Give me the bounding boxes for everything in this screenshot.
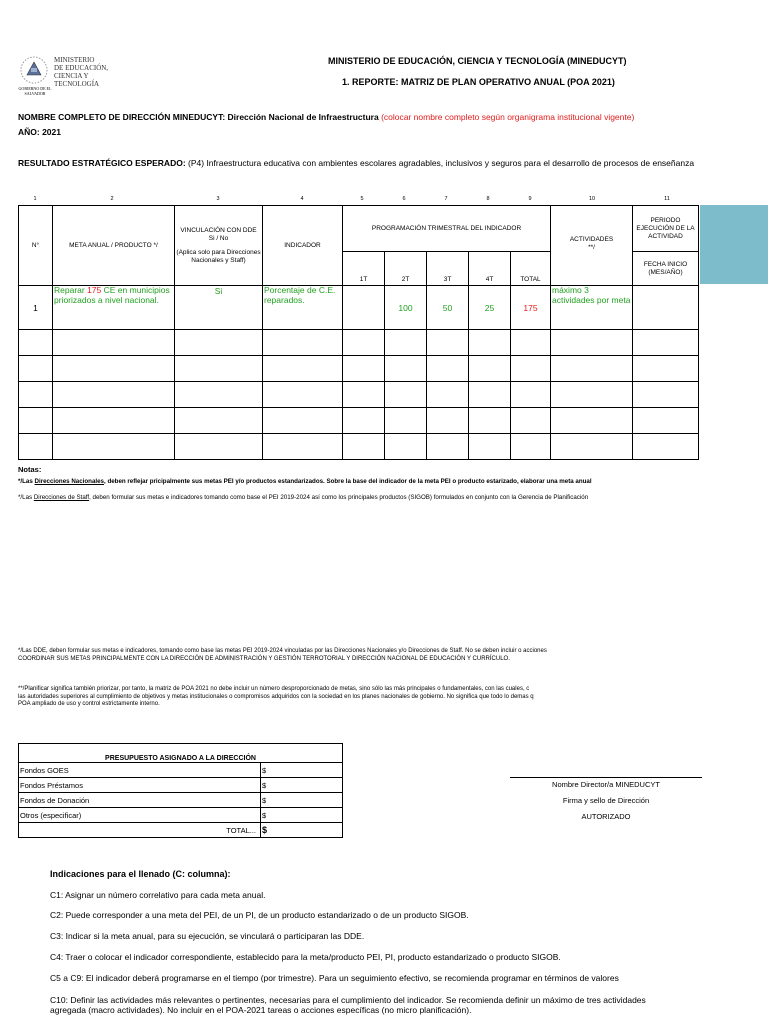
table-cell[interactable] [427,408,469,434]
government-text: GOBIERNO DE EL SALVADOR [18,86,52,96]
header-num: N° [19,206,53,286]
table-cell[interactable] [511,356,551,382]
table-row [19,434,699,460]
header-indicador: INDICADOR [263,206,343,286]
note-text: */Las [18,494,34,501]
table-cell[interactable] [469,382,511,408]
note-direcciones-nacionales [18,478,592,485]
table-row [19,382,699,408]
note-dde: */Las DDE, deben formular sus metas e indicadores, tomando como base las metas PEI 2019-2024 vinculadas por las Direcciones Nacionales y/o Direcciones de Staff. No se deben incluir o acciones COORDINAR SUS METAS PRINCIPALMENTE CON LA DIRECCIÓN DE ADMINISTRACIÓN Y GESTIÓN TERROTORIAL Y DIRECCIÓN NACIONAL DE EDUCACIÓN Y CURRÍCULO. [18,648,547,662]
column-number: 1 [33,196,37,202]
budget-row [19,808,343,823]
report-title: MINISTERIO DE EDUCACIÓN, CIENCIA Y TECNOLOGÍA (MINEDUCYT) [328,56,627,66]
table-cell[interactable] [343,382,385,408]
column-number: 6 [402,196,406,202]
note-underlined: Direcciones de Staff [33,494,90,501]
table-cell[interactable] [263,434,343,460]
header-vinc-note: (Aplica solo para Direcciones Nacionales y Staff) [176,249,261,264]
table-cell[interactable] [19,356,53,382]
meta-text: Reparar [54,285,88,295]
column-number: 4 [300,196,304,202]
column-number: 5 [360,196,364,202]
budget-total-row [19,823,343,838]
column-number: 2 [110,196,114,202]
notes-title: Notas: [18,465,42,474]
table-row [19,408,699,434]
ministry-name: MINISTERIO DE EDUCACIÓN, CIENCIA Y TECNOLOGÍA [54,56,109,88]
column-number: 7 [444,196,448,202]
header-4t: 4T [469,252,511,286]
table-cell[interactable] [511,434,551,460]
authorized-label: AUTORIZADO [581,812,631,821]
table-cell[interactable] [343,356,385,382]
budget-label: Fondos GOES [19,763,261,778]
header-1t: 1T [343,252,385,286]
cell-2t[interactable]: 100 [385,286,427,330]
budget-value[interactable]: $ [261,793,343,808]
budget-total-value[interactable]: $ [261,823,343,838]
note-underlined: Direcciones Nacionales [34,478,104,485]
table-cell[interactable] [633,408,699,434]
table-cell[interactable] [427,382,469,408]
column-number: 8 [486,196,490,202]
table-cell[interactable] [427,330,469,356]
signature-line [510,777,702,778]
table-cell[interactable] [385,330,427,356]
table-cell[interactable] [175,382,263,408]
cell-fecha-inicio[interactable] [633,286,699,330]
table-cell[interactable] [551,408,633,434]
national-seal-icon [20,56,48,84]
table-row [19,356,699,382]
table-cell[interactable] [633,382,699,408]
table-cell[interactable] [343,330,385,356]
table-cell[interactable] [633,434,699,460]
table-cell[interactable] [53,356,175,382]
strategic-result-label: RESULTADO ESTRATÉGICO ESPERADO: [18,158,186,168]
table-cell[interactable] [427,434,469,460]
header-actividades-mark: **/ [588,244,595,251]
table-cell[interactable] [53,434,175,460]
instruction-item: C4: Traer o colocar el indicador correspondiente, establecido para la meta/producto PEI, PI, producto estandarizado o producto SIGOB. [50,952,561,962]
header-3t: 3T [427,252,469,286]
meta-number: 175 [87,285,102,295]
note-text: , deben reflejar pricipalmente sus metas PEI y/o productos estandarizados. Sobre la base del indicador de la meta PEI o producto estarizado, elaborar una meta anual [104,478,592,485]
header-actividades [551,206,633,286]
report-subtitle: 1. REPORTE: MATRIZ DE PLAN OPERATIVO ANUAL (POA 2021) [342,77,615,87]
header-vinculacion [175,206,263,286]
table-cell[interactable] [469,356,511,382]
cell-1t[interactable] [343,286,385,330]
signature-label: Firma y sello de Dirección [562,796,650,805]
direction-line [18,112,634,122]
table-cell[interactable] [469,434,511,460]
table-cell[interactable] [551,330,633,356]
table-cell[interactable] [469,408,511,434]
table-cell[interactable] [19,434,53,460]
table-row [19,330,699,356]
table-cell[interactable] [551,434,633,460]
header-vinc-title: VINCULACIÓN CON DDE [180,227,257,234]
header-vinc-options: Si / No [208,234,229,242]
table-cell[interactable] [469,330,511,356]
table-cell[interactable] [53,408,175,434]
header-programacion: PROGRAMACIÓN TRIMESTRAL DEL INDICADOR [343,206,551,252]
table-cell[interactable] [511,330,551,356]
table-header-row [19,206,699,252]
instruction-item: C1: Asignar un número correlativo para cada meta anual. [50,890,266,900]
strategic-result-text: (P4) Infraestructura educativa con ambientes escolares agradables, inclusivos y seguros para el desarrollo de procesos de enseñanza [188,158,695,168]
teal-highlight [700,205,768,284]
direction-note: (colocar nombre completo según organigrama institucional vigente) [381,112,635,122]
budget-label: Fondos Préstamos [19,778,261,793]
cell-3t[interactable]: 50 [427,286,469,330]
year-label: AÑO: 2021 [18,127,61,137]
budget-row [19,793,343,808]
budget-value[interactable]: $ [261,763,343,778]
budget-value[interactable]: $ [261,808,343,823]
budget-total-label: TOTAL... [19,823,261,838]
note-direcciones-staff [18,494,588,501]
header-actividades-label: ACTIVIDADES [569,236,614,243]
note-planificar: **/Planificar significa también priorizar, por tanto, la matriz de POA 2021 no debe incluir un número desproporcionado de metas, sino sólo las más principales o fundamentales, con las cuales, c las autoridades superiores al cumplimiento de objetivos y metas institucionales o compromisos adquiridos con la sociedad en los planes nacionales de gobierno. No significa que todo lo demas q POA ampliado de uso y control estrictamente interno. [18,686,534,707]
budget-table [18,743,343,838]
instructions-title: Indicaciones para el llenado (C: columna): [50,869,231,879]
instruction-item: C2: Puede corresponder a una meta del PEI, de un PI, de un producto estandarizado o de un producto SIGOB. [50,910,469,920]
table-cell[interactable] [511,408,551,434]
header-meta: META ANUAL / PRODUCTO */ [53,206,175,286]
cell-meta[interactable] [53,286,175,330]
table-cell[interactable] [19,382,53,408]
table-cell[interactable] [53,330,175,356]
table-cell[interactable] [551,382,633,408]
meta-text: CE en municipios priorizados a nivel nacional. [54,285,170,305]
table-cell[interactable] [511,382,551,408]
cell-4t[interactable]: 25 [469,286,511,330]
note-text: */Las [18,478,35,485]
budget-label: Otros (especificar) [19,808,261,823]
table-cell[interactable] [551,356,633,382]
table-cell[interactable] [385,382,427,408]
table-cell[interactable] [343,408,385,434]
table-row [19,286,699,330]
header-2t: 2T [385,252,427,286]
table-cell[interactable] [385,434,427,460]
table-cell[interactable] [175,356,263,382]
table-cell[interactable] [263,382,343,408]
cell-vinculacion[interactable]: Si [175,286,263,330]
cell-num[interactable]: 1 [19,286,53,330]
table-cell[interactable] [633,330,699,356]
table-cell[interactable] [263,408,343,434]
budget-value[interactable]: $ [261,778,343,793]
poa-matrix-table [18,205,699,460]
direction-label: NOMBRE COMPLETO DE DIRECCIÓN MINEDUCYT: Dirección Nacional de Infraestructura [18,112,379,122]
budget-row [19,763,343,778]
table-cell[interactable] [633,356,699,382]
budget-title: PRESUPUESTO ASIGNADO A LA DIRECCIÓN [19,744,343,763]
column-number: 3 [216,196,220,202]
column-number: 11 [664,196,670,202]
table-cell[interactable] [53,382,175,408]
table-cell[interactable] [427,356,469,382]
column-number: 9 [528,196,532,202]
instruction-item: C3: Indicar si la meta anual, para su ejecución, se vinculará o participaran las DDE. [50,931,365,941]
header-total: TOTAL [511,252,551,286]
table-cell[interactable] [385,356,427,382]
cell-indicador[interactable]: Porcentaje de C.E. reparados. [263,286,343,330]
table-cell[interactable] [263,356,343,382]
note-text: , deben formular sus metas e indicadores tomando como base el PEI 2019-2024 así como los principales productos (SIGOB) formulados en conjunto con la Gerencia de Planificación [89,494,589,501]
header-fecha-inicio: FECHA INICIO (MES/AÑO) [633,252,699,286]
budget-label: Fondos de Donación [19,793,261,808]
cell-actividades[interactable]: máximo 3 actividades por meta [551,286,633,330]
instruction-item: C5 a C9: El indicador deberá programarse en el tiempo (por trimestre). Para un seguimiento efectivo, se recomienda programar en términos de valores [50,973,619,983]
table-cell[interactable] [175,408,263,434]
director-name: Nombre Director/a MINEDUCYT [552,780,660,789]
table-cell[interactable] [19,330,53,356]
table-cell[interactable] [385,408,427,434]
budget-row [19,778,343,793]
table-cell[interactable] [19,408,53,434]
budget-title-row [19,744,343,763]
column-number: 10 [588,196,596,202]
instruction-item: C10: Definir las actividades más relevantes o pertinentes, necesarias para el cumplimiento del indicador. Se recomienda definir un máximo de tres actividades agregada (macro actividades). No incluir en el POA-2021 tareas o acciones específicas (no micro planificación). [50,995,646,1015]
table-cell[interactable] [175,434,263,460]
cell-total[interactable]: 175 [511,286,551,330]
table-cell[interactable] [175,330,263,356]
header-periodo: PERIODO EJECUCIÓN DE LA ACTIVIDAD [633,206,699,252]
table-cell[interactable] [263,330,343,356]
strategic-result [18,158,694,168]
table-cell[interactable] [343,434,385,460]
